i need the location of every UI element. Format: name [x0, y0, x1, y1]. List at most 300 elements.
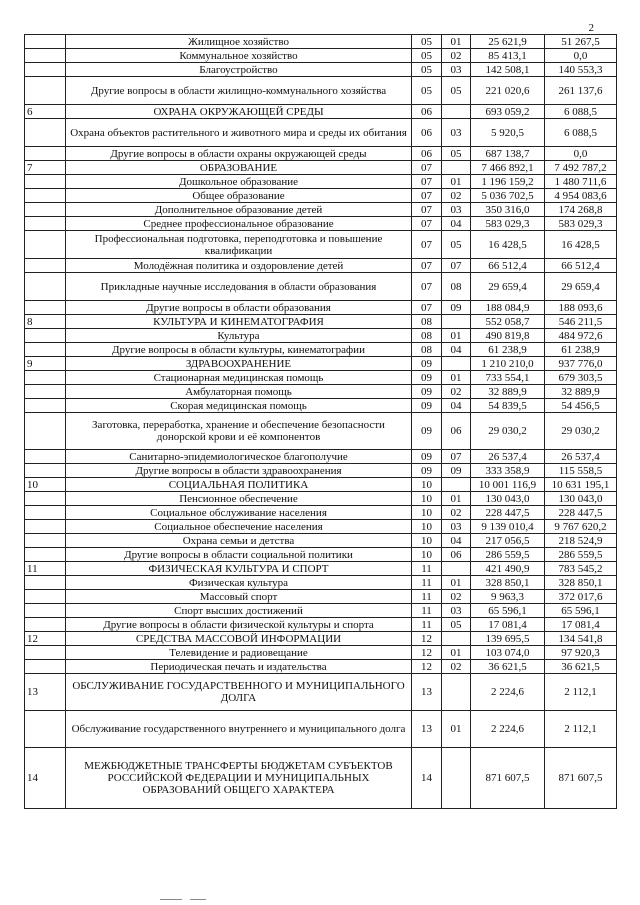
amount-year-2: 134 541,8 — [545, 632, 617, 646]
expense-name: КУЛЬТУРА И КИНЕМАТОГРАФИЯ — [66, 315, 412, 329]
amount-year-1: 693 059,2 — [471, 105, 545, 119]
subsection-code: 02 — [442, 506, 471, 520]
amount-year-1: 36 621,5 — [471, 660, 545, 674]
section-code: 05 — [412, 77, 442, 105]
table-row — [25, 520, 617, 534]
section-code: 09 — [412, 371, 442, 385]
section-code: 13 — [412, 674, 442, 711]
amount-year-2: 51 267,5 — [545, 35, 617, 49]
row-number — [25, 618, 66, 632]
section-code: 09 — [412, 357, 442, 371]
section-code: 06 — [412, 147, 442, 161]
amount-year-1: 29 030,2 — [471, 413, 545, 450]
section-code: 09 — [412, 385, 442, 399]
amount-year-2: 26 537,4 — [545, 450, 617, 464]
table-row — [25, 35, 617, 49]
subsection-code — [442, 632, 471, 646]
subsection-code — [442, 105, 471, 119]
expense-name: ФИЗИЧЕСКАЯ КУЛЬТУРА И СПОРТ — [66, 562, 412, 576]
amount-year-1: 552 058,7 — [471, 315, 545, 329]
subsection-code: 05 — [442, 618, 471, 632]
subsection-code: 01 — [442, 646, 471, 660]
section-code: 07 — [412, 203, 442, 217]
amount-year-2: 0,0 — [545, 49, 617, 63]
expense-name: Обслуживание государственного внутреннего и муниципального долга — [66, 711, 412, 748]
amount-year-1: 10 001 116,9 — [471, 478, 545, 492]
table-row — [25, 492, 617, 506]
table-row — [25, 711, 617, 748]
subsection-code: 01 — [442, 35, 471, 49]
row-number — [25, 231, 66, 259]
table-row — [25, 464, 617, 478]
section-row — [25, 357, 617, 371]
table-row — [25, 273, 617, 301]
row-number — [25, 77, 66, 105]
amount-year-1: 142 508,1 — [471, 63, 545, 77]
amount-year-1: 188 084,9 — [471, 301, 545, 315]
amount-year-1: 871 607,5 — [471, 748, 545, 809]
amount-year-1: 5 036 702,5 — [471, 189, 545, 203]
expense-name: ОБРАЗОВАНИЕ — [66, 161, 412, 175]
section-code: 08 — [412, 315, 442, 329]
amount-year-2: 2 112,1 — [545, 711, 617, 748]
expense-name: Скорая медицинская помощь — [66, 399, 412, 413]
subsection-code: 01 — [442, 371, 471, 385]
subsection-code: 03 — [442, 604, 471, 618]
row-number — [25, 259, 66, 273]
section-code: 09 — [412, 399, 442, 413]
table-row — [25, 259, 617, 273]
amount-year-1: 221 020,6 — [471, 77, 545, 105]
section-code: 07 — [412, 217, 442, 231]
amount-year-2: 546 211,5 — [545, 315, 617, 329]
table-row — [25, 660, 617, 674]
table-row — [25, 506, 617, 520]
amount-year-2: 115 558,5 — [545, 464, 617, 478]
amount-year-2: 29 030,2 — [545, 413, 617, 450]
expense-name: Культура — [66, 329, 412, 343]
expense-name: Дополнительное образование детей — [66, 203, 412, 217]
expense-name: Заготовка, переработка, хранение и обеспечение безопасности донорской крови и её компонентов — [66, 413, 412, 450]
amount-year-1: 54 839,5 — [471, 399, 545, 413]
amount-year-1: 733 554,1 — [471, 371, 545, 385]
subsection-code: 04 — [442, 399, 471, 413]
amount-year-2: 140 553,3 — [545, 63, 617, 77]
section-code: 07 — [412, 301, 442, 315]
amount-year-2: 871 607,5 — [545, 748, 617, 809]
expense-name: Охрана объектов растительного и животного мира и среды их обитания — [66, 119, 412, 147]
section-code: 06 — [412, 119, 442, 147]
expense-name: Социальное обслуживание населения — [66, 506, 412, 520]
expense-name: Другие вопросы в области культуры, кинематографии — [66, 343, 412, 357]
row-number — [25, 534, 66, 548]
subsection-code — [442, 357, 471, 371]
amount-year-2: 583 029,3 — [545, 217, 617, 231]
table-row — [25, 49, 617, 63]
table-row — [25, 343, 617, 357]
row-number — [25, 119, 66, 147]
table-row — [25, 119, 617, 147]
amount-year-1: 25 621,9 — [471, 35, 545, 49]
section-code: 10 — [412, 492, 442, 506]
row-number — [25, 35, 66, 49]
amount-year-1: 2 224,6 — [471, 674, 545, 711]
section-code: 07 — [412, 189, 442, 203]
amount-year-1: 16 428,5 — [471, 231, 545, 259]
amount-year-2: 261 137,6 — [545, 77, 617, 105]
subsection-code: 04 — [442, 534, 471, 548]
table-row — [25, 618, 617, 632]
section-code: 07 — [412, 161, 442, 175]
page-number: 2 — [588, 22, 594, 34]
amount-year-2: 9 767 620,2 — [545, 520, 617, 534]
amount-year-1: 32 889,9 — [471, 385, 545, 399]
subsection-code: 01 — [442, 175, 471, 189]
amount-year-2: 6 088,5 — [545, 105, 617, 119]
subsection-code: 07 — [442, 259, 471, 273]
row-number: 12 — [25, 632, 66, 646]
subsection-code: 02 — [442, 49, 471, 63]
expense-name: Молодёжная политика и оздоровление детей — [66, 259, 412, 273]
amount-year-1: 1 196 159,2 — [471, 175, 545, 189]
amount-year-1: 9 963,3 — [471, 590, 545, 604]
table-row — [25, 77, 617, 105]
row-number — [25, 399, 66, 413]
amount-year-1: 286 559,5 — [471, 548, 545, 562]
expense-name: Общее образование — [66, 189, 412, 203]
bottom-mark — [160, 899, 182, 900]
section-row — [25, 562, 617, 576]
table-row — [25, 175, 617, 189]
table-row — [25, 399, 617, 413]
row-number — [25, 63, 66, 77]
amount-year-2: 188 093,6 — [545, 301, 617, 315]
section-code: 09 — [412, 413, 442, 450]
expense-name: Благоустройство — [66, 63, 412, 77]
expense-name: Прикладные научные исследования в области образования — [66, 273, 412, 301]
table-row — [25, 301, 617, 315]
amount-year-1: 61 238,9 — [471, 343, 545, 357]
expense-name: МЕЖБЮДЖЕТНЫЕ ТРАНСФЕРТЫ БЮДЖЕТАМ СУБЪЕКТОВ РОССИЙСКОЙ ФЕДЕРАЦИИ И МУНИЦИПАЛЬНЫХ ОБРАЗОВАНИЙ ОБЩЕГО ХАРАКТЕРА — [66, 748, 412, 809]
expense-name: Коммунальное хозяйство — [66, 49, 412, 63]
subsection-code: 05 — [442, 231, 471, 259]
amount-year-1: 350 316,0 — [471, 203, 545, 217]
section-code: 10 — [412, 534, 442, 548]
amount-year-2: 29 659,4 — [545, 273, 617, 301]
row-number: 10 — [25, 478, 66, 492]
row-number — [25, 506, 66, 520]
expense-name: Другие вопросы в области охраны окружающей среды — [66, 147, 412, 161]
subsection-code: 05 — [442, 77, 471, 105]
subsection-code: 05 — [442, 147, 471, 161]
table-row — [25, 189, 617, 203]
amount-year-1: 7 466 892,1 — [471, 161, 545, 175]
section-row — [25, 105, 617, 119]
table-row — [25, 604, 617, 618]
amount-year-1: 85 413,1 — [471, 49, 545, 63]
amount-year-2: 679 303,5 — [545, 371, 617, 385]
amount-year-1: 421 490,9 — [471, 562, 545, 576]
expense-name: СОЦИАЛЬНАЯ ПОЛИТИКА — [66, 478, 412, 492]
amount-year-2: 6 088,5 — [545, 119, 617, 147]
amount-year-2: 783 545,2 — [545, 562, 617, 576]
subsection-code: 03 — [442, 63, 471, 77]
amount-year-2: 97 920,3 — [545, 646, 617, 660]
section-code: 07 — [412, 273, 442, 301]
amount-year-1: 333 358,9 — [471, 464, 545, 478]
subsection-code: 06 — [442, 548, 471, 562]
row-number — [25, 660, 66, 674]
subsection-code: 02 — [442, 660, 471, 674]
section-code: 09 — [412, 450, 442, 464]
table-row — [25, 576, 617, 590]
row-number — [25, 450, 66, 464]
row-number — [25, 492, 66, 506]
subsection-code: 03 — [442, 203, 471, 217]
subsection-code: 03 — [442, 119, 471, 147]
amount-year-2: 7 492 787,2 — [545, 161, 617, 175]
row-number — [25, 175, 66, 189]
section-row — [25, 674, 617, 711]
row-number — [25, 520, 66, 534]
section-code: 13 — [412, 711, 442, 748]
subsection-code: 01 — [442, 576, 471, 590]
section-code: 12 — [412, 646, 442, 660]
amount-year-2: 61 238,9 — [545, 343, 617, 357]
amount-year-1: 1 210 210,0 — [471, 357, 545, 371]
amount-year-2: 937 776,0 — [545, 357, 617, 371]
amount-year-1: 217 056,5 — [471, 534, 545, 548]
amount-year-2: 17 081,4 — [545, 618, 617, 632]
subsection-code: 01 — [442, 492, 471, 506]
table-row — [25, 147, 617, 161]
amount-year-2: 1 480 711,6 — [545, 175, 617, 189]
section-code: 06 — [412, 105, 442, 119]
section-code: 12 — [412, 660, 442, 674]
subsection-code: 02 — [442, 385, 471, 399]
amount-year-1: 2 224,6 — [471, 711, 545, 748]
subsection-code: 04 — [442, 343, 471, 357]
amount-year-1: 26 537,4 — [471, 450, 545, 464]
amount-year-2: 218 524,9 — [545, 534, 617, 548]
table-row — [25, 646, 617, 660]
row-number — [25, 385, 66, 399]
subsection-code: 07 — [442, 450, 471, 464]
table-row — [25, 450, 617, 464]
amount-year-1: 66 512,4 — [471, 259, 545, 273]
row-number — [25, 590, 66, 604]
section-code: 05 — [412, 63, 442, 77]
row-number — [25, 646, 66, 660]
bottom-mark — [190, 899, 206, 900]
table-row — [25, 590, 617, 604]
subsection-code: 01 — [442, 329, 471, 343]
row-number — [25, 343, 66, 357]
amount-year-2: 228 447,5 — [545, 506, 617, 520]
expense-name: Среднее профессиональное образование — [66, 217, 412, 231]
amount-year-1: 583 029,3 — [471, 217, 545, 231]
section-code: 11 — [412, 618, 442, 632]
expense-name: ЗДРАВООХРАНЕНИЕ — [66, 357, 412, 371]
row-number — [25, 203, 66, 217]
row-number: 8 — [25, 315, 66, 329]
row-number — [25, 49, 66, 63]
table-row — [25, 371, 617, 385]
subsection-code: 09 — [442, 464, 471, 478]
amount-year-2: 16 428,5 — [545, 231, 617, 259]
table-row — [25, 534, 617, 548]
expense-name: Периодическая печать и издательства — [66, 660, 412, 674]
row-number: 6 — [25, 105, 66, 119]
section-code: 10 — [412, 548, 442, 562]
expense-name: Телевидение и радиовещание — [66, 646, 412, 660]
amount-year-1: 130 043,0 — [471, 492, 545, 506]
row-number — [25, 548, 66, 562]
subsection-code: 09 — [442, 301, 471, 315]
table-row — [25, 413, 617, 450]
section-code: 11 — [412, 562, 442, 576]
expense-name: Другие вопросы в области образования — [66, 301, 412, 315]
section-code: 07 — [412, 175, 442, 189]
amount-year-2: 286 559,5 — [545, 548, 617, 562]
amount-year-2: 65 596,1 — [545, 604, 617, 618]
expense-name: Пенсионное обеспечение — [66, 492, 412, 506]
expense-name: СРЕДСТВА МАССОВОЙ ИНФОРМАЦИИ — [66, 632, 412, 646]
expense-name: Дошкольное образование — [66, 175, 412, 189]
subsection-code — [442, 161, 471, 175]
subsection-code: 02 — [442, 189, 471, 203]
row-number: 11 — [25, 562, 66, 576]
amount-year-1: 328 850,1 — [471, 576, 545, 590]
table-row — [25, 203, 617, 217]
section-code: 14 — [412, 748, 442, 809]
table-row — [25, 329, 617, 343]
amount-year-1: 5 920,5 — [471, 119, 545, 147]
subsection-code: 02 — [442, 590, 471, 604]
expense-name: Другие вопросы в области здравоохранения — [66, 464, 412, 478]
row-number: 14 — [25, 748, 66, 809]
section-code: 08 — [412, 343, 442, 357]
expense-name: Спорт высших достижений — [66, 604, 412, 618]
section-code: 07 — [412, 231, 442, 259]
budget-table — [24, 34, 617, 809]
amount-year-1: 65 596,1 — [471, 604, 545, 618]
row-number — [25, 329, 66, 343]
row-number: 7 — [25, 161, 66, 175]
section-code: 10 — [412, 478, 442, 492]
section-code: 05 — [412, 49, 442, 63]
subsection-code: 04 — [442, 217, 471, 231]
row-number — [25, 464, 66, 478]
expense-name: ОХРАНА ОКРУЖАЮЩЕЙ СРЕДЫ — [66, 105, 412, 119]
row-number — [25, 217, 66, 231]
table-row — [25, 63, 617, 77]
amount-year-1: 228 447,5 — [471, 506, 545, 520]
row-number — [25, 147, 66, 161]
expense-name: Другие вопросы в области жилищно-коммунального хозяйства — [66, 77, 412, 105]
row-number — [25, 301, 66, 315]
amount-year-2: 174 268,8 — [545, 203, 617, 217]
expense-name: ОБСЛУЖИВАНИЕ ГОСУДАРСТВЕННОГО И МУНИЦИПАЛЬНОГО ДОЛГА — [66, 674, 412, 711]
subsection-code — [442, 315, 471, 329]
amount-year-1: 490 819,8 — [471, 329, 545, 343]
row-number — [25, 711, 66, 748]
amount-year-2: 10 631 195,1 — [545, 478, 617, 492]
subsection-code — [442, 562, 471, 576]
amount-year-1: 687 138,7 — [471, 147, 545, 161]
expense-name: Другие вопросы в области социальной политики — [66, 548, 412, 562]
row-number — [25, 576, 66, 590]
row-number: 9 — [25, 357, 66, 371]
section-row — [25, 161, 617, 175]
amount-year-1: 103 074,0 — [471, 646, 545, 660]
section-row — [25, 748, 617, 809]
section-code: 11 — [412, 590, 442, 604]
table-row — [25, 217, 617, 231]
row-number — [25, 273, 66, 301]
amount-year-2: 130 043,0 — [545, 492, 617, 506]
amount-year-2: 32 889,9 — [545, 385, 617, 399]
section-code: 11 — [412, 576, 442, 590]
table-row — [25, 548, 617, 562]
amount-year-2: 2 112,1 — [545, 674, 617, 711]
amount-year-2: 66 512,4 — [545, 259, 617, 273]
subsection-code — [442, 748, 471, 809]
expense-name: Физическая культура — [66, 576, 412, 590]
subsection-code: 08 — [442, 273, 471, 301]
amount-year-1: 9 139 010,4 — [471, 520, 545, 534]
expense-name: Профессиональная подготовка, переподготовка и повышение квалификации — [66, 231, 412, 259]
expense-name: Охрана семьи и детства — [66, 534, 412, 548]
section-code: 10 — [412, 506, 442, 520]
section-row — [25, 478, 617, 492]
amount-year-1: 17 081,4 — [471, 618, 545, 632]
amount-year-2: 0,0 — [545, 147, 617, 161]
expense-name: Социальное обеспечение населения — [66, 520, 412, 534]
row-number: 13 — [25, 674, 66, 711]
section-code: 10 — [412, 520, 442, 534]
amount-year-2: 36 621,5 — [545, 660, 617, 674]
subsection-code: 03 — [442, 520, 471, 534]
amount-year-2: 372 017,6 — [545, 590, 617, 604]
expense-name: Жилищное хозяйство — [66, 35, 412, 49]
row-number — [25, 371, 66, 385]
amount-year-2: 328 850,1 — [545, 576, 617, 590]
subsection-code — [442, 478, 471, 492]
amount-year-2: 54 456,5 — [545, 399, 617, 413]
row-number — [25, 413, 66, 450]
section-code: 05 — [412, 35, 442, 49]
amount-year-1: 29 659,4 — [471, 273, 545, 301]
expense-name: Санитарно-эпидемиологическое благополучие — [66, 450, 412, 464]
subsection-code: 01 — [442, 711, 471, 748]
amount-year-2: 4 954 083,6 — [545, 189, 617, 203]
expense-name: Другие вопросы в области физической культуры и спорта — [66, 618, 412, 632]
row-number — [25, 189, 66, 203]
amount-year-2: 484 972,6 — [545, 329, 617, 343]
subsection-code: 06 — [442, 413, 471, 450]
expense-name: Стационарная медицинская помощь — [66, 371, 412, 385]
section-code: 11 — [412, 604, 442, 618]
section-code: 08 — [412, 329, 442, 343]
section-code: 12 — [412, 632, 442, 646]
section-code: 09 — [412, 464, 442, 478]
section-row — [25, 632, 617, 646]
expense-name: Массовый спорт — [66, 590, 412, 604]
subsection-code — [442, 674, 471, 711]
table-row — [25, 231, 617, 259]
section-code: 07 — [412, 259, 442, 273]
